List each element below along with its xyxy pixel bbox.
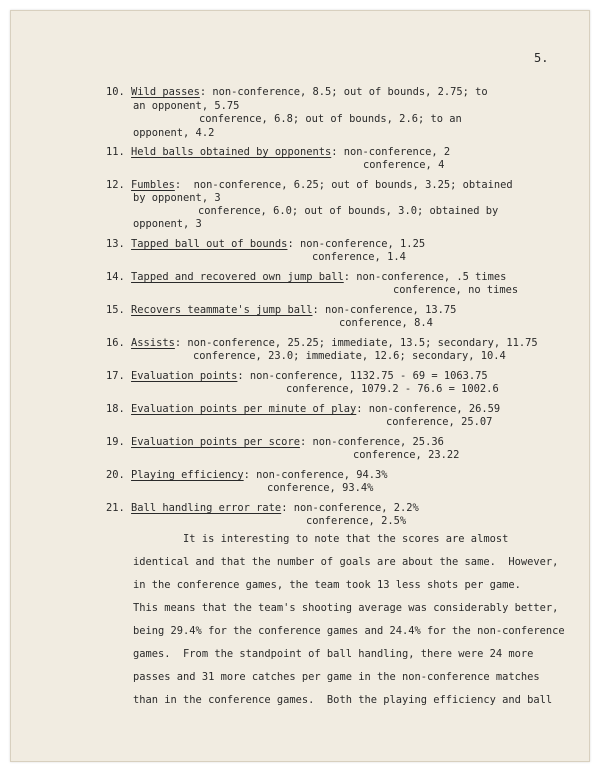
list-item-10 [106, 85, 488, 99]
item-continuation: conference, no times [393, 284, 519, 296]
list-item-17 [106, 369, 488, 383]
item-number: 16. [106, 337, 125, 349]
list-item-16 [106, 336, 538, 350]
item-continuation: by opponent, 3 [133, 192, 221, 204]
item-text: : non-conference, 6.25; out of bounds, 3.25; obtained [174, 179, 513, 191]
item-continuation: conference, 6.8; out of bounds, 2.6; to an [199, 113, 462, 125]
item-title: Held balls obtained by opponents [131, 146, 332, 158]
item-title: Assists [131, 337, 175, 349]
list-item-15 [106, 303, 456, 317]
item-number: 12. [106, 179, 125, 191]
item-number: 10. [106, 86, 125, 98]
item-text: : non-conference, 1132.75 - 69 = 1063.75 [237, 370, 488, 382]
list-item-11 [106, 145, 450, 159]
item-number: 14. [106, 271, 125, 283]
item-title: Fumbles [131, 179, 175, 191]
paragraph-line: passes and 31 more catches per game in the non-conference matches [133, 671, 540, 683]
item-number: 18. [106, 403, 125, 415]
item-number: 20. [106, 469, 125, 481]
item-text: : non-conference, 94.3% [243, 469, 388, 481]
list-item-13 [106, 237, 425, 251]
item-title: Evaluation points per minute of play [131, 403, 357, 415]
item-number: 11. [106, 146, 125, 158]
item-number: 19. [106, 436, 125, 448]
item-continuation: conference, 4 [363, 159, 445, 171]
item-continuation: opponent, 4.2 [133, 127, 215, 139]
list-item-21 [106, 501, 419, 515]
item-title: Tapped and recovered own jump ball [131, 271, 344, 283]
item-continuation: conference, 23.22 [353, 449, 460, 461]
item-title: Wild passes [131, 86, 200, 98]
item-number: 13. [106, 238, 125, 250]
item-title: Recovers teammate's jump ball [131, 304, 313, 316]
list-item-19 [106, 435, 444, 449]
item-title: Evaluation points [131, 370, 238, 382]
item-continuation: conference, 25.07 [386, 416, 493, 428]
item-title: Playing efficiency [131, 469, 244, 481]
item-continuation: conference, 1.4 [312, 251, 406, 263]
paragraph-line: games. From the standpoint of ball handling, there were 24 more [133, 648, 534, 660]
item-title: Ball handling error rate [131, 502, 282, 514]
item-continuation: conference, 1079.2 - 76.6 = 1002.6 [286, 383, 499, 395]
item-title: Evaluation points per score [131, 436, 300, 448]
item-number: 17. [106, 370, 125, 382]
list-item-20 [106, 468, 388, 482]
list-item-12 [106, 178, 513, 192]
paragraph-line: It is interesting to note that the scores are almost [133, 533, 509, 545]
item-continuation: conference, 8.4 [339, 317, 433, 329]
item-continuation: conference, 93.4% [267, 482, 374, 494]
item-text: : non-conference, 2.2% [281, 502, 419, 514]
item-continuation: conference, 2.5% [306, 515, 407, 527]
item-continuation: conference, 6.0; out of bounds, 3.0; obtained by [198, 205, 499, 217]
item-text: : non-conference, 25.36 [299, 436, 444, 448]
paragraph-line: in the conference games, the team took 13 less shots per game. [133, 579, 521, 591]
item-text: : non-conference, 8.5; out of bounds, 2.75; to [199, 86, 488, 98]
list-item-18 [106, 402, 500, 416]
paragraph-line: being 29.4% for the conference games and 24.4% for the non-conference [133, 625, 565, 637]
item-text: : non-conference, 1.25 [287, 238, 426, 250]
paragraph-line: than in the conference games. Both the playing efficiency and ball [133, 694, 553, 706]
item-text: : non-conference, 2 [331, 146, 451, 158]
item-number: 15. [106, 304, 125, 316]
item-continuation: opponent, 3 [133, 218, 202, 230]
paragraph-line: This means that the team's shooting average was considerably better, [133, 602, 559, 614]
item-text: : non-conference, .5 times [343, 271, 507, 283]
item-continuation: an opponent, 5.75 [133, 100, 240, 112]
item-title: Tapped ball out of bounds [131, 238, 288, 250]
item-text: : non-conference, 25.25; immediate, 13.5; secondary, 11.75 [174, 337, 538, 349]
paragraph-line: identical and that the number of goals are about the same. However, [133, 556, 559, 568]
list-item-14 [106, 270, 506, 284]
item-continuation: conference, 23.0; immediate, 12.6; secondary, 10.4 [193, 350, 506, 362]
page-number: 5. [534, 51, 549, 65]
item-text: : non-conference, 26.59 [356, 403, 501, 415]
item-number: 21. [106, 502, 125, 514]
item-text: : non-conference, 13.75 [312, 304, 457, 316]
